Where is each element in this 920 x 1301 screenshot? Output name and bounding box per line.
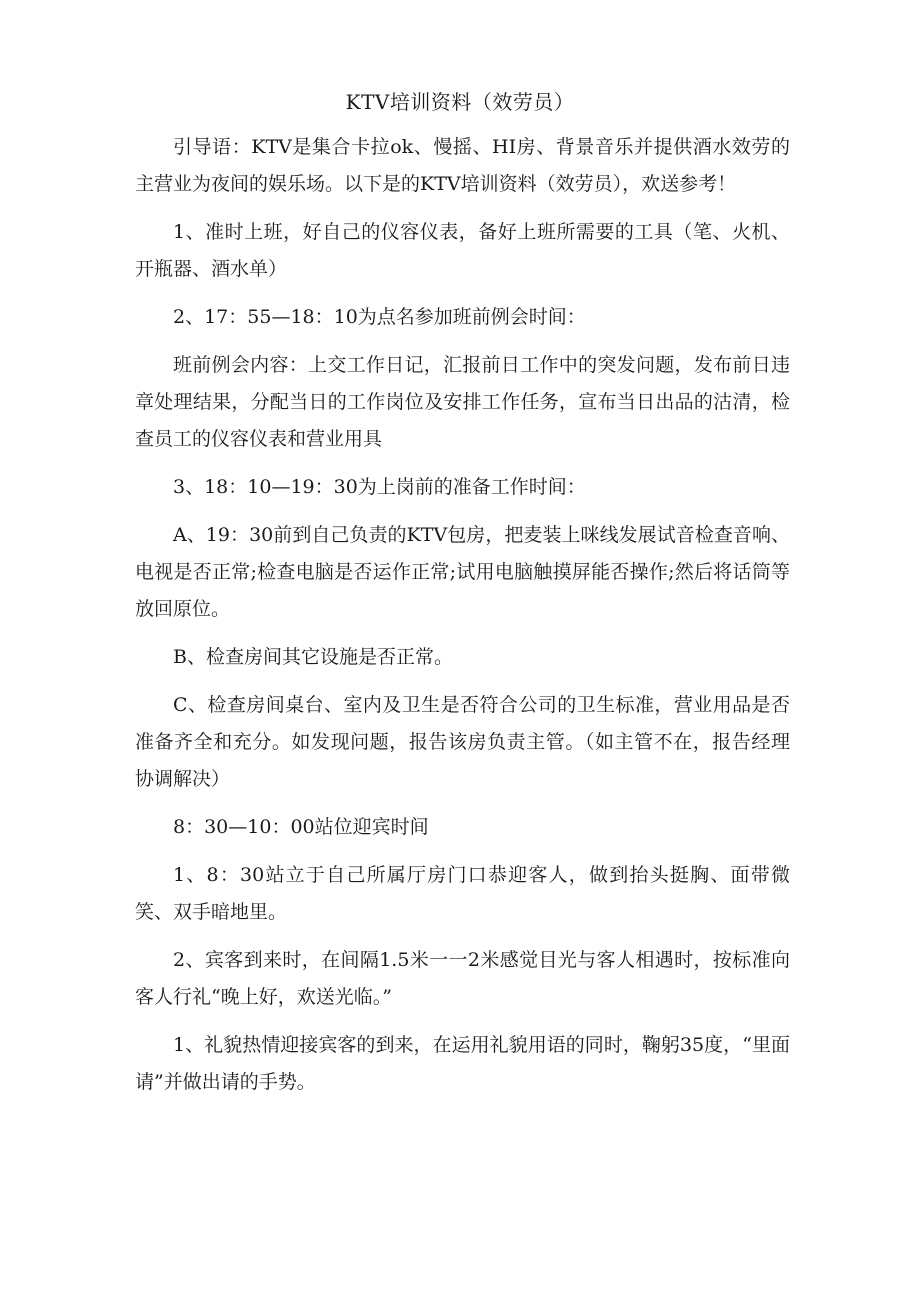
paragraph-greeting-time: 8：30—10：00站位迎宾时间 (173, 816, 429, 838)
document-title: KTV培训资料（效劳员） (345, 90, 575, 114)
paragraph-item-2: 2、17：55—18：10为点名参加班前例会时间： (173, 306, 586, 328)
paragraph-item-a: A、19：30前到自己负责的KTV包房，把麦装上咪线发展试音检查音响、电视是否正常;检查电脑是否运作正常;试用电脑触摸屏能否操作;然后将话筒等放回原位。 (135, 524, 790, 620)
paragraph-greeting-2: 2、宾客到来时，在间隔1.5米一一2米感觉目光与客人相遇时，按标准向客人行礼“晚上好，欢送光临。” (135, 949, 790, 1008)
document-body (135, 129, 790, 1112)
paragraph-intro: 引导语：KTV是集合卡拉ok、慢摇、HI房、背景音乐并提供酒水效劳的主营业为夜间的娱乐场。以下是的KTV培训资料（效劳员），欢送参考！ (135, 136, 790, 195)
paragraph-greeting-1: 1、8：30站立于自己所属厅房门口恭迎客人，做到抬头挺胸、面带微笑、双手暗地里。 (135, 864, 790, 923)
paragraph-meeting-content: 班前例会内容：上交工作日记，汇报前日工作中的突发问题，发布前日违章处理结果，分配当日的工作岗位及安排工作任务，宣布当日出品的沽清，检查员工的仪容仪表和营业用具 (135, 354, 790, 450)
paragraph-item-b: B、检查房间其它设施是否正常。 (173, 646, 453, 668)
paragraph-item-3: 3、18：10—19：30为上岗前的准备工作时间： (173, 476, 586, 498)
paragraph-greeting-3: 1、礼貌热情迎接宾客的到来，在运用礼貌用语的同时，鞠躬35度，“里面请”并做出请的手势。 (135, 1034, 790, 1093)
paragraph-item-c: C、检查房间桌台、室内及卫生是否符合公司的卫生标准，营业用品是否准备齐全和充分。如发现问题，报告该房负责主管。（如主管不在，报告经理协调解决） (135, 694, 790, 790)
paragraph-item-1: 1、准时上班，好自己的仪容仪表，备好上班所需要的工具（笔、火机、开瓶器、酒水单） (135, 221, 790, 280)
